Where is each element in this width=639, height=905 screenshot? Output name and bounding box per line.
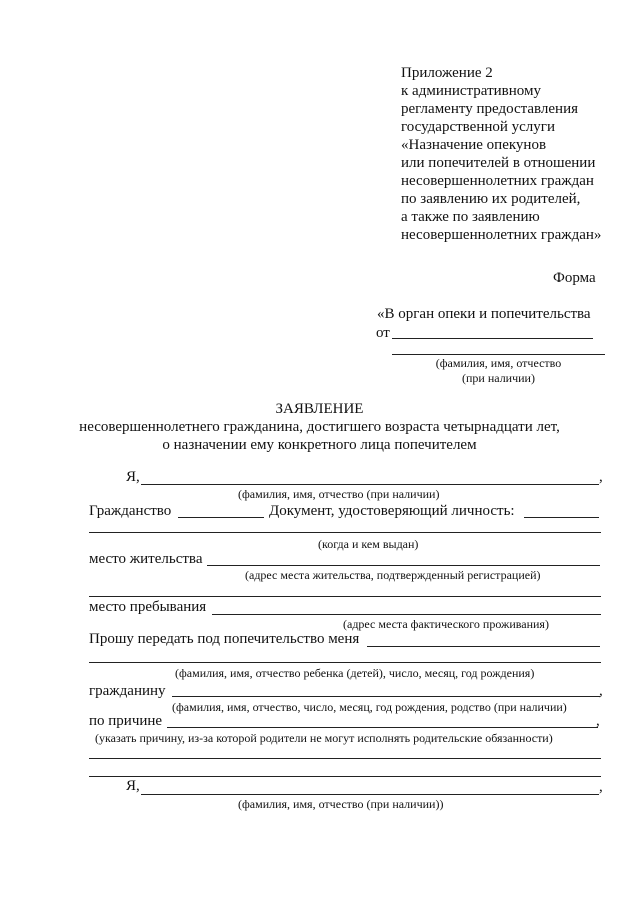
- from-label: от: [376, 325, 390, 341]
- appendix-line: регламенту предоставления: [401, 101, 579, 117]
- fio-line: [141, 484, 599, 485]
- reason-label: по причине: [89, 713, 163, 729]
- residence-hint: (адрес места жительства, подтвержденный регистрацией): [245, 568, 541, 582]
- appendix-line: а также по заявлению: [401, 209, 540, 225]
- request-line-2: [89, 662, 601, 663]
- addressee-hint: (фамилия, имя, отчество: [435, 356, 562, 370]
- appendix-line: Приложение 2: [401, 65, 493, 81]
- comma: ,: [596, 713, 600, 729]
- stay-hint: (адрес места фактического проживания): [343, 617, 549, 631]
- appendix-line: «Назначение опекунов: [401, 137, 547, 153]
- i-label: Я,: [126, 778, 140, 794]
- reason-hint: (указать причину, из-за которой родители не могут исполнять родительские обязанности): [95, 731, 553, 745]
- fio-hint: (фамилия, имя, отчество (при наличии): [238, 487, 440, 501]
- from-line: [392, 338, 593, 339]
- form-label: Форма: [553, 270, 596, 286]
- document-subtitle: несовершеннолетнего гражданина, достигшего возраста четырнадцати лет,: [79, 419, 560, 435]
- citizenship-label: Гражданство: [89, 503, 172, 519]
- citizen-line: [172, 696, 600, 697]
- issued-line: [89, 532, 601, 533]
- residence-label: место жительства: [89, 551, 203, 567]
- document-line: [524, 517, 599, 518]
- appendix-line: несовершеннолетних граждан»: [401, 227, 602, 243]
- document-title: ЗАЯВЛЕНИЕ: [275, 401, 364, 417]
- citizen-label: гражданину: [89, 683, 166, 699]
- request-line: [367, 646, 600, 647]
- reason-line: [167, 727, 598, 728]
- document-subtitle: о назначении ему конкретного лица попечителем: [162, 437, 477, 453]
- comma: ,: [599, 779, 603, 795]
- fio-hint: (фамилия, имя, отчество (при наличии)): [238, 797, 444, 811]
- comma: ,: [599, 469, 603, 485]
- from-line-2: [392, 354, 605, 355]
- child-hint: (фамилия, имя, отчество ребенка (детей), число, месяц, год рождения): [175, 666, 535, 680]
- issued-hint: (когда и кем выдан): [318, 537, 419, 551]
- appendix-line: или попечителей в отношении: [401, 155, 596, 171]
- appendix-line: по заявлению их родителей,: [401, 191, 581, 207]
- addressee-line: «В орган опеки и попечительства: [377, 306, 591, 322]
- citizen-hint: (фамилия, имя, отчество, число, месяц, год рождения, родство (при наличии): [172, 700, 567, 714]
- reason-line-2: [89, 758, 601, 759]
- residence-line: [207, 565, 600, 566]
- request-label: Прошу передать под попечительство меня: [89, 631, 360, 647]
- document-label: Документ, удостоверяющий личность:: [269, 503, 515, 519]
- appendix-line: государственной услуги: [401, 119, 555, 135]
- comma: ,: [599, 683, 603, 699]
- citizenship-line: [178, 517, 264, 518]
- stay-label: место пребывания: [89, 599, 207, 615]
- i-label: Я,: [126, 469, 140, 485]
- reason-line-3: [89, 776, 601, 777]
- appendix-line: несовершеннолетних граждан: [401, 173, 594, 189]
- appendix-line: к административному: [401, 83, 541, 99]
- fio-line-2: [141, 794, 599, 795]
- addressee-hint: (при наличии): [462, 371, 535, 385]
- residence-line-2: [89, 596, 601, 597]
- stay-line: [212, 614, 601, 615]
